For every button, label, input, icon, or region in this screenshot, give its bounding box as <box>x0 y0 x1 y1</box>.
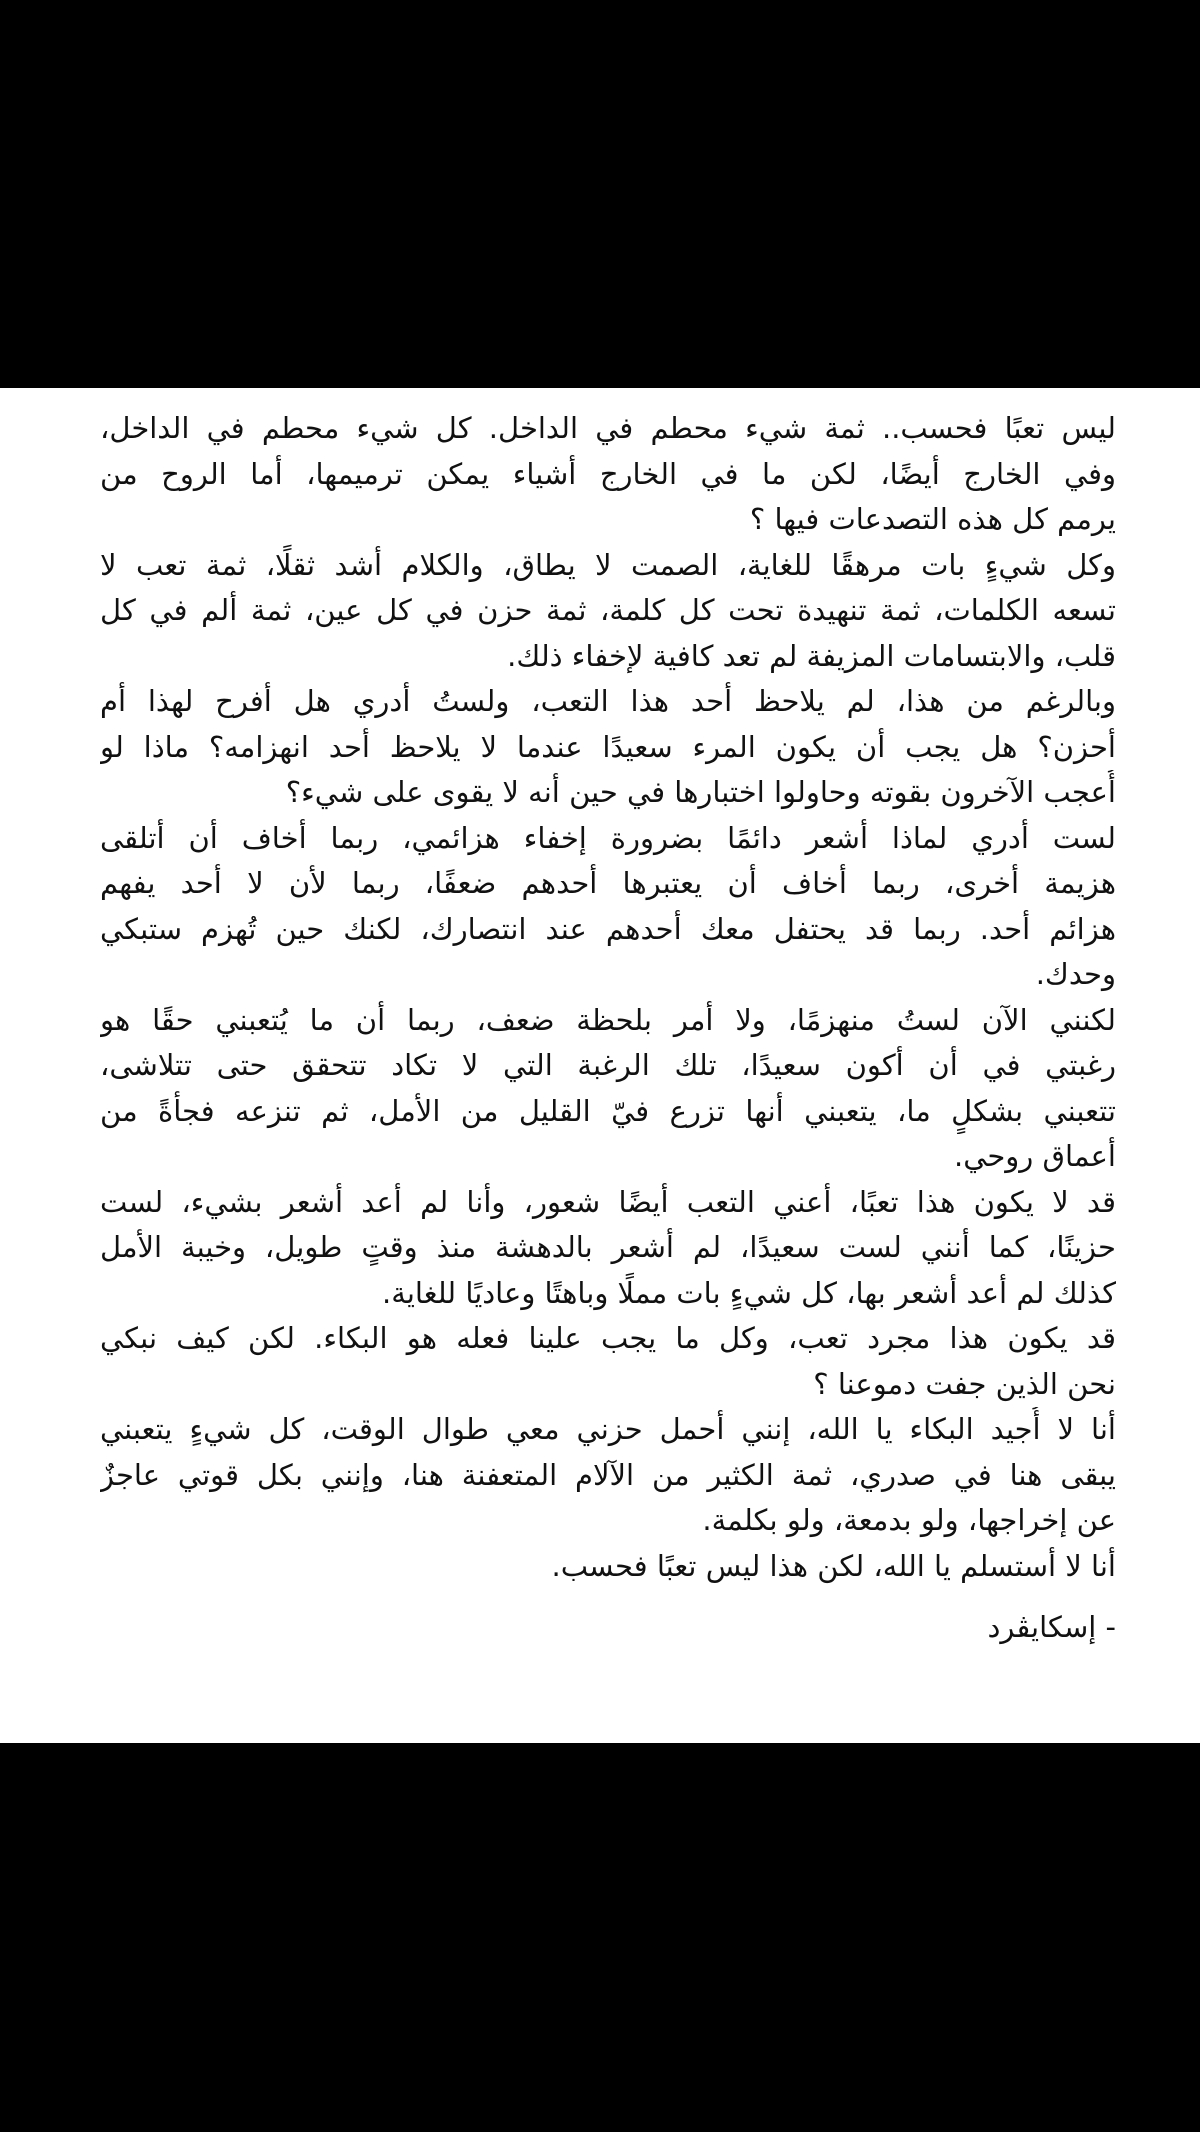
text-line: لست أدري لماذا أشعر دائمًا بضرورة إخفاء هزائمي، ربما أخاف أن أتلقى <box>100 820 1116 855</box>
text-line: هزائم أحد. ربما قد يحتفل معك أحدهم عند انتصارك، لكنك حين تُهزم ستبكي <box>100 911 1116 946</box>
text-line: وكل شيءٍ بات مرهقًا للغاية، الصمت لا يطاق، والكلام أشد ثقلًا، ثمة تعب لا <box>100 547 1116 582</box>
text-line: تتعبني بشكلٍ ما، يتعبني أنها تزرع فيّ القليل من الأمل، ثم تنزعه فجأةً من <box>100 1093 1116 1128</box>
text-page <box>0 388 1200 1743</box>
text-line: أُعجب الآخرون بقوته وحاولوا اختبارها في حين أنه لا يقوى على شيء؟ <box>285 775 1116 809</box>
text-line: رغبتي في أن أكون سعيدًا، تلك الرغبة التي لا تكاد تتحقق حتى تتلاشى، <box>100 1048 1116 1082</box>
text-line: ليس تعبًا فحسب.. ثمة شيء محطم في الداخل. كل شيء محطم في الداخل، <box>100 411 1116 445</box>
text-line: نحن الذين جفت دموعنا ؟ <box>813 1366 1116 1401</box>
text-line: تسعه الكلمات، ثمة تنهيدة تحت كل كلمة، ثمة حزن في كل عين، ثمة ألم في كل <box>100 593 1116 627</box>
text-line: أعماق روحي. <box>953 1139 1116 1173</box>
text-line: يرمم كل هذه التصدعات فيها ؟ <box>749 502 1116 536</box>
text-line: وفي الخارج أيضًا، لكن ما في الخارج أشياء يمكن ترميمها، أما الروح من <box>100 456 1116 491</box>
text-line: لكنني الآن لستُ منهزمًا، ولا أمر بلحظة ضعف، ربما أن ما يُتعبني حقًا هو <box>100 1002 1116 1037</box>
text-line: وبالرغم من هذا، لم يلاحظ أحد هذا التعب، ولستُ أدري هل أفرح لهذا أم <box>100 684 1116 718</box>
text-line: كذلك لم أعد أشعر بها، كل شيءٍ بات مملًا وباهتًا وعاديًا للغاية. <box>382 1275 1116 1310</box>
text-line: قلب، والابتسامات المزيفة لم تعد كافية لإخفاء ذلك. <box>507 638 1116 673</box>
text-line: وحدك. <box>1035 957 1116 991</box>
top-black-band <box>0 0 1200 388</box>
text-line: حزينًا، كما أنني لست سعيدًا، لم أشعر بالدهشة منذ وقتٍ طويل، وخيبة الأمل <box>100 1230 1116 1264</box>
text-line: عن إخراجها، ولو بدمعة، ولو بكلمة. <box>702 1503 1116 1537</box>
text-line: قد لا يكون هذا تعبًا، أعني التعب أيضًا شعور، وأنا لم أعد أشعر بشيء، لست <box>100 1184 1116 1219</box>
bottom-black-band <box>0 1743 1200 2132</box>
text-line: أنا لا أُجيد البكاء يا الله، إنني أحمل حزني معي طوال الوقت، كل شيءٍ يتعبني <box>100 1412 1116 1446</box>
text-line: أنا لا أستسلم يا الله، لكن هذا ليس تعبًا فحسب. <box>551 1548 1116 1583</box>
text-line: هزيمة أخرى، ربما أخاف أن يعتبرها أحدهم ضعفًا، ربما لأن لا أحد يفهم <box>100 866 1116 900</box>
text-line: يبقى هنا في صدري، ثمة الكثير من الآلام المتعفنة هنا، وإنني بكل قوتي عاجزٌ <box>100 1457 1116 1492</box>
text-line: أحزن؟ هل يجب أن يكون المرء سعيدًا عندما لا يلاحظ أحد انهزامه؟ ماذا لو <box>100 729 1116 764</box>
author-signature: - إسكايڤرد <box>987 1610 1116 1644</box>
text-line: قد يكون هذا مجرد تعب، وكل ما يجب علينا فعله هو البكاء. لكن كيف نبكي <box>100 1321 1116 1355</box>
